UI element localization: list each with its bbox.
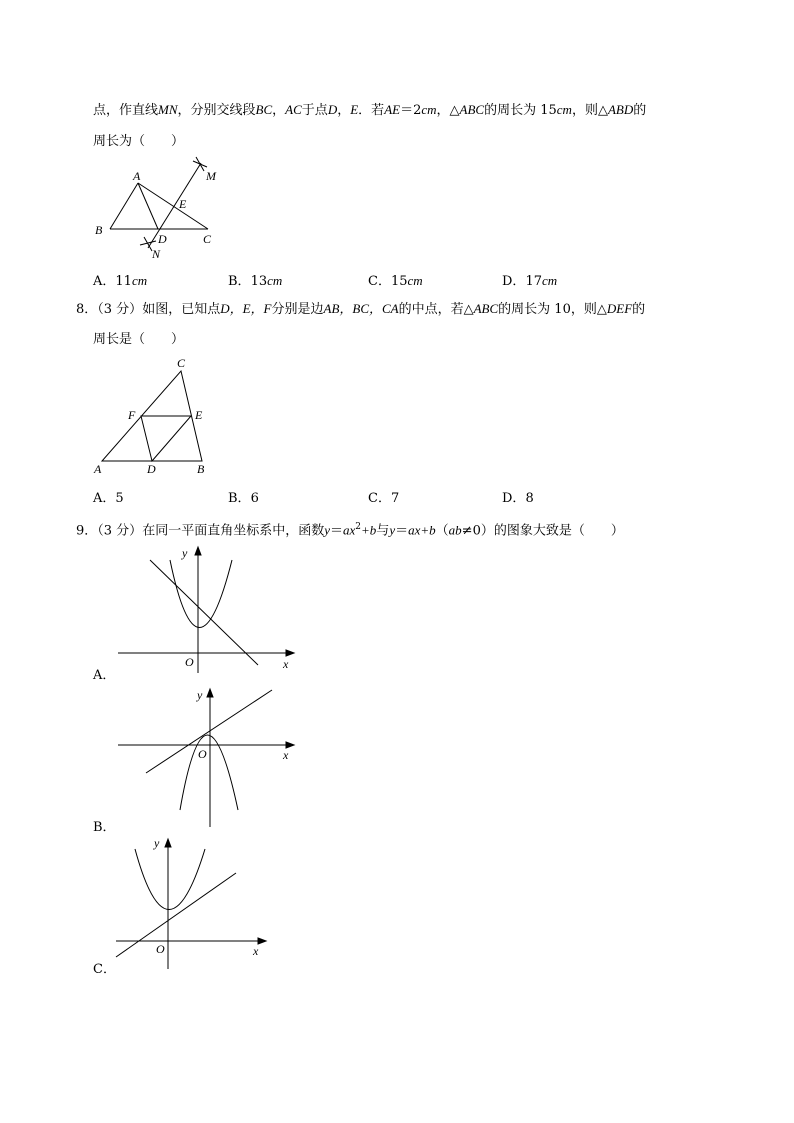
q7-label-d: D	[158, 232, 167, 246]
q7-option-c[interactable]: C．15cm	[368, 273, 423, 289]
q8-triangle-def	[141, 416, 191, 461]
q9c-y-arrow	[165, 839, 171, 847]
q7-label-m: M	[206, 169, 216, 183]
q8-line1: 8．（3 分）如图，已知点D，E，F分别是边AB，BC，CA的中点，若△ABC的周长为 10，则△DEF的	[76, 301, 646, 317]
q9-graph-a	[110, 545, 305, 675]
q9c-label-x: x	[253, 944, 259, 958]
q9a-line	[150, 560, 258, 665]
q9c-label-y: y	[154, 836, 160, 850]
q7-line1: 点，作直线MN，分别交线段BC，AC于点D，E．若AE＝2cm，△ABC的周长为 15cm，则△ABD的	[93, 102, 647, 118]
q7-figure	[90, 155, 230, 260]
q9a-label-y: y	[182, 546, 188, 560]
q8-label-f: F	[128, 408, 136, 422]
q9-graph-c	[110, 835, 275, 975]
q8-figure	[90, 355, 220, 480]
q9-graph-b	[110, 685, 305, 830]
q9a-label-o: O	[185, 655, 194, 669]
q9-option-c[interactable]: C．	[93, 962, 116, 977]
q9b-parabola	[180, 735, 238, 810]
q7-label-b: B	[95, 223, 103, 237]
q7-label-a: A	[133, 169, 141, 183]
q9b-y-arrow	[207, 689, 213, 697]
q8-option-c[interactable]: C．7	[368, 491, 400, 506]
q9c-parabola	[135, 849, 205, 910]
q9b-label-x: x	[283, 748, 289, 762]
q8-label-a: A	[94, 462, 102, 476]
q8-label-d: D	[147, 462, 156, 476]
q9a-y-arrow	[195, 547, 201, 555]
q7-label-c: C	[203, 232, 212, 246]
q7-label-e: E	[179, 197, 187, 211]
q8-label-e: E	[195, 408, 203, 422]
q7-line2: 周长为（ ）	[93, 134, 185, 149]
q8-option-a[interactable]: A．5	[93, 491, 124, 506]
q9b-label-o: O	[198, 747, 207, 761]
q8-label-b: B	[197, 462, 205, 476]
q7-label-n: N	[152, 247, 161, 260]
q7-option-a[interactable]: A．11cm	[93, 273, 148, 289]
q8-option-d[interactable]: D．8	[502, 491, 534, 506]
q8-option-b[interactable]: B．6	[228, 491, 259, 506]
q9-option-b[interactable]: B．	[93, 820, 116, 835]
q9a-parabola	[170, 560, 232, 628]
q8-label-c: C	[177, 356, 186, 370]
q9c-line	[116, 873, 236, 957]
q7-option-b[interactable]: B．13cm	[228, 273, 283, 289]
q9a-x-arrow	[286, 650, 294, 656]
q9-option-a[interactable]: A．	[93, 668, 116, 683]
q9a-label-x: x	[283, 657, 289, 671]
q9c-x-arrow	[258, 938, 266, 944]
q8-line2: 周长是（ ）	[93, 332, 185, 347]
q7-option-d[interactable]: D．17cm	[502, 273, 558, 289]
q9b-line	[146, 690, 272, 773]
q7-line-mn	[148, 163, 201, 248]
q9c-label-o: O	[156, 942, 165, 956]
q7-seg-ab	[110, 183, 138, 229]
q9-line1: 9．（3 分）在同一平面直角坐标系中，函数$y=ax^2+b$与y＝ax+b（ab≠0）的图象大致是（ ）	[76, 522, 624, 539]
q9b-label-y: y	[197, 688, 203, 702]
